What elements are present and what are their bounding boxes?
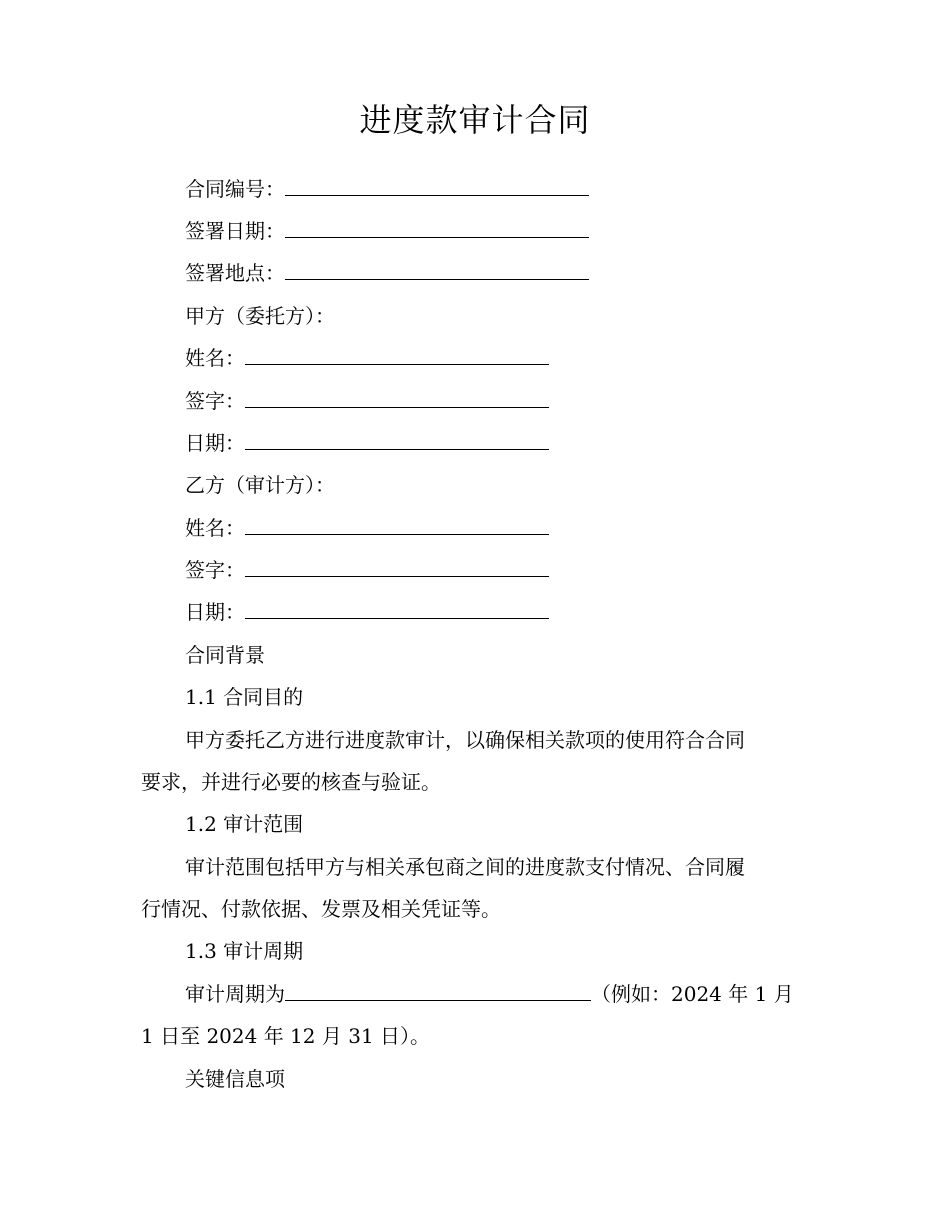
sign-place-label: 签署地点：: [185, 261, 285, 285]
section-1-2-text-line-2: 行情况、付款依据、发票及相关凭证等。: [141, 897, 501, 921]
section-1-2-text-line-1: 审计范围包括甲方与相关承包商之间的进度款支付情况、合同履: [185, 855, 745, 879]
party-a-name-label: 姓名：: [185, 346, 245, 370]
party-a-name-blank[interactable]: [245, 344, 549, 365]
section-1-3-text-line-2: 1 日至 2024 年 12 月 31 日）。: [141, 1024, 431, 1048]
key-info-heading: 关键信息项: [185, 1067, 285, 1091]
section-1-2-heading: 1.2 审计范围: [185, 812, 304, 836]
contract-number-row: [185, 174, 589, 204]
party-b-date-blank[interactable]: [245, 598, 549, 619]
audit-period-blank[interactable]: [285, 980, 591, 1001]
party-b-name-row: [185, 513, 549, 543]
contract-number-label: 合同编号：: [185, 177, 285, 201]
party-b-name-label: 姓名：: [185, 516, 245, 540]
party-a-signature-blank[interactable]: [245, 387, 549, 408]
sign-date-label: 签署日期：: [185, 219, 285, 243]
party-a-heading: 甲方（委托方）：: [185, 304, 335, 328]
section-1-1-text-line-1: 甲方委托乙方进行进度款审计，以确保相关款项的使用符合合同: [185, 728, 745, 752]
contract-number-blank[interactable]: [285, 175, 589, 196]
sign-date-blank[interactable]: [285, 217, 589, 238]
party-b-signature-blank[interactable]: [245, 556, 549, 577]
audit-period-prefix: 审计周期为: [185, 982, 285, 1006]
sign-place-row: [185, 258, 589, 288]
party-a-date-row: [185, 428, 549, 458]
party-b-name-blank[interactable]: [245, 514, 549, 535]
party-a-date-label: 日期：: [185, 431, 245, 455]
party-a-signature-label: 签字：: [185, 389, 245, 413]
party-a-date-blank[interactable]: [245, 429, 549, 450]
party-a-name-row: [185, 343, 549, 373]
background-heading: 合同背景: [185, 643, 265, 667]
party-b-date-label: 日期：: [185, 600, 245, 624]
section-1-1-text-line-2: 要求，并进行必要的核查与验证。: [141, 770, 441, 794]
sign-date-row: [185, 216, 589, 246]
section-1-3-heading: 1.3 审计周期: [185, 939, 304, 963]
section-1-1-heading: 1.1 合同目的: [185, 685, 304, 709]
party-b-signature-label: 签字：: [185, 558, 245, 582]
party-b-heading: 乙方（审计方）：: [185, 473, 335, 497]
party-b-signature-row: [185, 555, 549, 585]
audit-period-example: （例如：2024 年 1 月: [591, 982, 794, 1006]
sign-place-blank[interactable]: [285, 259, 589, 280]
document-title: 进度款审计合同: [359, 101, 591, 139]
party-a-signature-row: [185, 386, 549, 416]
section-1-3-text-line-1: [185, 979, 794, 1009]
party-b-date-row: [185, 597, 549, 627]
